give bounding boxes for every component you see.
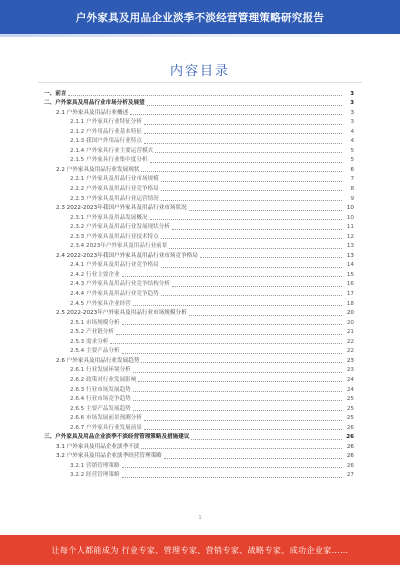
- toc-entry[interactable]: [38, 222, 354, 232]
- toc-entry-label: 2.3.4 2023年户外家具及用品行业前景: [70, 243, 168, 250]
- toc-entry-label: 2.1.3 我国户外用品行业特点: [70, 138, 142, 145]
- toc-entry-label: 2.6.7 户外家具行业发展前景: [70, 424, 142, 431]
- toc-leader-dots: [169, 248, 342, 249]
- toc-leader-dots: [144, 429, 342, 430]
- toc-entry-page: 18: [346, 300, 354, 307]
- toc-entry[interactable]: [38, 241, 354, 251]
- toc-leader-dots: [150, 219, 342, 220]
- toc-entry-page: 20: [346, 310, 354, 317]
- toc-leader-dots: [144, 133, 342, 134]
- toc-entry-label: 2.6.5 主要产品发展趋势: [70, 405, 131, 412]
- toc-entry-page: 22: [346, 338, 354, 345]
- toc-entry-label: 2.2.2 户外家具及用品行业竞争格局: [70, 186, 159, 193]
- toc-entry-label: 2.2.3 户外家具及用品行业运营情况: [70, 195, 159, 202]
- toc-entry-label: 2.3 2022-2023年我国户外家具及用品行业市场状况: [56, 205, 187, 212]
- toc-entry-label: 2.6.2 政策对行业发展影响: [70, 376, 137, 383]
- toc-entry[interactable]: [38, 107, 354, 117]
- toc-entry-label: 2.6 户外家具及用品行业发展趋势: [56, 357, 140, 364]
- toc-entry[interactable]: [38, 394, 354, 404]
- toc-entry-label: 2.6.1 行业发展环境分析: [70, 367, 131, 374]
- toc-entry-label: 2.5 2022-2023年户外家具及用品行业市场规模分析: [56, 310, 187, 317]
- toc-entry-page: 17: [346, 291, 354, 298]
- toc-leader-dots: [161, 181, 342, 182]
- toc-entry-page: 13: [346, 243, 354, 250]
- toc-entry[interactable]: [38, 374, 354, 384]
- toc-leader-dots: [110, 343, 342, 344]
- toc-entry[interactable]: [38, 365, 354, 375]
- toc-leader-dots: [172, 286, 342, 287]
- footer-slogan: 让每个人都能成为 行业专家、管理专家、营销专家、战略专家、成功企业家……: [51, 545, 349, 555]
- toc-entry[interactable]: [38, 336, 354, 346]
- toc-entry-page: 25: [346, 405, 354, 412]
- toc-leader-dots: [122, 467, 342, 468]
- toc-leader-dots: [155, 152, 342, 153]
- toc-entry-page: 4: [350, 128, 354, 135]
- toc-heading: 内容目录: [169, 64, 230, 79]
- toc-entry-label: 2.3.1 户外家具及用品发展概况: [70, 214, 148, 221]
- toc-leader-dots: [122, 353, 342, 354]
- toc-leader-dots: [161, 238, 342, 239]
- toc-entry[interactable]: [38, 298, 354, 308]
- toc-entry-page: 26: [346, 443, 354, 450]
- toc-entry-label: 2.2 户外家具及用品行业发展现状: [56, 166, 140, 173]
- toc-entry[interactable]: [38, 470, 354, 480]
- toc-entry[interactable]: [38, 231, 354, 241]
- toc-leader-dots: [141, 448, 342, 449]
- toc-leader-dots: [147, 105, 342, 106]
- toc-leader-dots: [191, 439, 342, 440]
- toc-entry-page: 9: [350, 195, 354, 202]
- toc-entry[interactable]: [38, 164, 354, 174]
- toc-leader-dots: [161, 190, 342, 191]
- toc-entry-label: 2.1.4 户外家具行业主要运营模式: [70, 147, 154, 154]
- toc-entry-page: 7: [350, 176, 354, 183]
- toc-entry-page: 3: [350, 90, 354, 97]
- toc-entry-page: 8: [350, 186, 354, 193]
- toc-leader-dots: [150, 162, 342, 163]
- toc-entry-label: 2.5.4 主要产品分析: [70, 348, 120, 355]
- toc-entry-label: 一、前言: [44, 90, 67, 97]
- toc-entry-label: 2.5.2 产业链分析: [70, 329, 114, 336]
- toc-entry-page: 15: [346, 271, 354, 278]
- toc-entry[interactable]: [38, 260, 354, 270]
- toc-entry-page: 23: [346, 367, 354, 374]
- toc-entry[interactable]: [38, 403, 354, 413]
- toc-entry[interactable]: [38, 174, 354, 184]
- toc-entry-page: 3: [350, 109, 354, 116]
- toc-leader-dots: [141, 362, 342, 363]
- toc-entry-label: 3.2.1 营销管理策略: [70, 462, 120, 469]
- toc-leader-dots: [172, 229, 342, 230]
- toc-leader-dots: [138, 381, 342, 382]
- toc-entry-label: 3.2.2 经营管理策略: [70, 472, 120, 479]
- toc-entry-page: 16: [346, 281, 354, 288]
- toc-entry[interactable]: [38, 460, 354, 470]
- toc-entry[interactable]: [38, 250, 354, 260]
- footer-bar: [0, 535, 400, 565]
- toc-leader-dots: [141, 171, 342, 172]
- toc-leader-dots: [122, 324, 342, 325]
- toc-entry-page: 5: [350, 157, 354, 164]
- toc-entry-label: 2.6.6 市场发展前景预测分析: [70, 415, 142, 422]
- toc-leader-dots: [68, 95, 342, 96]
- report-header-bar: [0, 0, 400, 34]
- toc-entry-page: 23: [346, 357, 354, 364]
- toc-entry[interactable]: [38, 413, 354, 423]
- toc-entry[interactable]: [38, 384, 354, 394]
- toc-entry[interactable]: [38, 288, 354, 298]
- toc-entry-label: 2.4.5 户外家具企业经营: [70, 300, 131, 307]
- toc-entry-label: 二、户外家具及用品行业市场分析及展望: [44, 100, 145, 107]
- page-number: 1: [198, 515, 202, 521]
- toc-entry-page: 3: [350, 119, 354, 126]
- toc-entry-label: 2.4.2 行业主要企业: [70, 271, 120, 278]
- toc-entry[interactable]: [38, 136, 354, 146]
- toc-entry-label: 2.4.3 户外家具及用品行业竞争结构分析: [70, 281, 170, 288]
- toc-entry-label: 2.3.3 户外家具及用品行业技术特点: [70, 233, 159, 240]
- toc-entry-label: 3.1 户外家具及用品企业淡季不淡: [56, 443, 140, 450]
- toc-entry-page: 6: [350, 166, 354, 173]
- toc-entry-label: 2.5.1 市场规模分析: [70, 319, 120, 326]
- toc-entry[interactable]: [38, 203, 354, 213]
- toc-leader-dots: [133, 305, 342, 306]
- table-of-contents: [38, 88, 354, 479]
- toc-entry[interactable]: [38, 346, 354, 356]
- toc-entry-label: 2.1.2 户外用品行业基本特征: [70, 128, 142, 135]
- toc-entry-page: 25: [346, 396, 354, 403]
- toc-entry-label: 3.2 户外家具及用品企业淡季经营管理策略: [56, 453, 162, 460]
- toc-entry-label: 2.1.5 户外家具行业集中度分析: [70, 157, 148, 164]
- toc-entry-page: 27: [346, 472, 354, 479]
- toc-entry-page: 20: [346, 319, 354, 326]
- toc-entry-label: 2.6.3 行业市场发展趋势: [70, 386, 131, 393]
- toc-leader-dots: [189, 210, 342, 211]
- toc-entry[interactable]: [38, 327, 354, 337]
- toc-entry-label: 2.4.1 户外家具及用品行业竞争格局: [70, 262, 159, 269]
- toc-leader-dots: [200, 257, 342, 258]
- toc-entry-page: 26: [346, 453, 354, 460]
- toc-entry-page: 26: [346, 424, 354, 431]
- toc-leader-dots: [161, 200, 342, 201]
- toc-entry-page: 10: [346, 205, 354, 212]
- report-title: 户外家具及用品企业淡季不淡经营管理策略研究报告: [75, 11, 325, 24]
- toc-leader-dots: [122, 477, 342, 478]
- toc-leader-dots: [116, 334, 342, 335]
- toc-entry-label: 2.3.2 户外家具及用品行业发展现状分析: [70, 224, 170, 231]
- toc-entry[interactable]: [38, 117, 354, 127]
- toc-leader-dots: [130, 114, 342, 115]
- toc-entry-page: 26: [346, 462, 354, 469]
- toc-leader-dots: [144, 124, 342, 125]
- toc-entry-page: 25: [346, 415, 354, 422]
- toc-entry-page: 4: [350, 138, 354, 145]
- toc-entry[interactable]: [38, 155, 354, 165]
- toc-entry-page: 14: [346, 262, 354, 269]
- toc-leader-dots: [133, 372, 342, 373]
- toc-entry[interactable]: [38, 98, 354, 108]
- toc-entry-label: 三、户外家具及用品企业淡季不淡经营管理策略及措施建议: [44, 434, 190, 441]
- toc-entry[interactable]: [38, 432, 354, 442]
- toc-entry[interactable]: [38, 441, 354, 451]
- toc-entry-label: 2.2.1 户外家具及用品行业市场规模: [70, 176, 159, 183]
- toc-entry[interactable]: [38, 279, 354, 289]
- toc-entry[interactable]: [38, 126, 354, 136]
- toc-entry-label: 2.1 户外家具及用品行业概述: [56, 109, 129, 116]
- toc-entry-page: 26: [346, 434, 354, 441]
- toc-entry-label: 2.1.1 户外家具行业特征分析: [70, 119, 142, 126]
- toc-entry-page: 5: [350, 147, 354, 154]
- toc-entry[interactable]: [38, 183, 354, 193]
- toc-leader-dots: [122, 276, 342, 277]
- toc-entry-label: 2.4 2022-2023年我国户外家具及用品行业市场竞争格局: [56, 252, 198, 259]
- toc-entry[interactable]: [38, 212, 354, 222]
- toc-entry-page: 22: [346, 348, 354, 355]
- toc-entry-page: 13: [346, 252, 354, 259]
- toc-leader-dots: [133, 410, 342, 411]
- toc-entry-page: 11: [346, 224, 354, 231]
- toc-leader-dots: [189, 315, 342, 316]
- toc-entry[interactable]: [38, 193, 354, 203]
- toc-entry-label: 2.5.3 需求分析: [70, 338, 109, 345]
- toc-entry[interactable]: [38, 308, 354, 318]
- toc-entry[interactable]: [38, 269, 354, 279]
- header-divider: [0, 34, 400, 37]
- toc-leader-dots: [144, 143, 342, 144]
- toc-entry-page: 3: [350, 100, 354, 107]
- toc-leader-dots: [161, 295, 342, 296]
- toc-entry-page: 12: [346, 233, 354, 240]
- toc-entry-label: 2.4.4 户外家具及用品行业竞争趋势: [70, 291, 159, 298]
- toc-entry[interactable]: [38, 88, 354, 98]
- toc-entry[interactable]: [38, 145, 354, 155]
- toc-leader-dots: [133, 391, 342, 392]
- toc-entry-label: 2.6.4 行业市场竞争趋势: [70, 396, 131, 403]
- toc-entry-page: 21: [346, 329, 354, 336]
- toc-entry-page: 24: [346, 386, 354, 393]
- toc-leader-dots: [144, 420, 342, 421]
- toc-entry-page: 10: [346, 214, 354, 221]
- toc-leader-dots: [161, 267, 342, 268]
- toc-entry[interactable]: [38, 451, 354, 461]
- toc-entry[interactable]: [38, 355, 354, 365]
- toc-entry[interactable]: [38, 422, 354, 432]
- toc-leader-dots: [164, 458, 342, 459]
- toc-entry[interactable]: [38, 317, 354, 327]
- toc-heading-rule: [38, 82, 362, 83]
- toc-leader-dots: [133, 400, 342, 401]
- toc-entry-page: 24: [346, 376, 354, 383]
